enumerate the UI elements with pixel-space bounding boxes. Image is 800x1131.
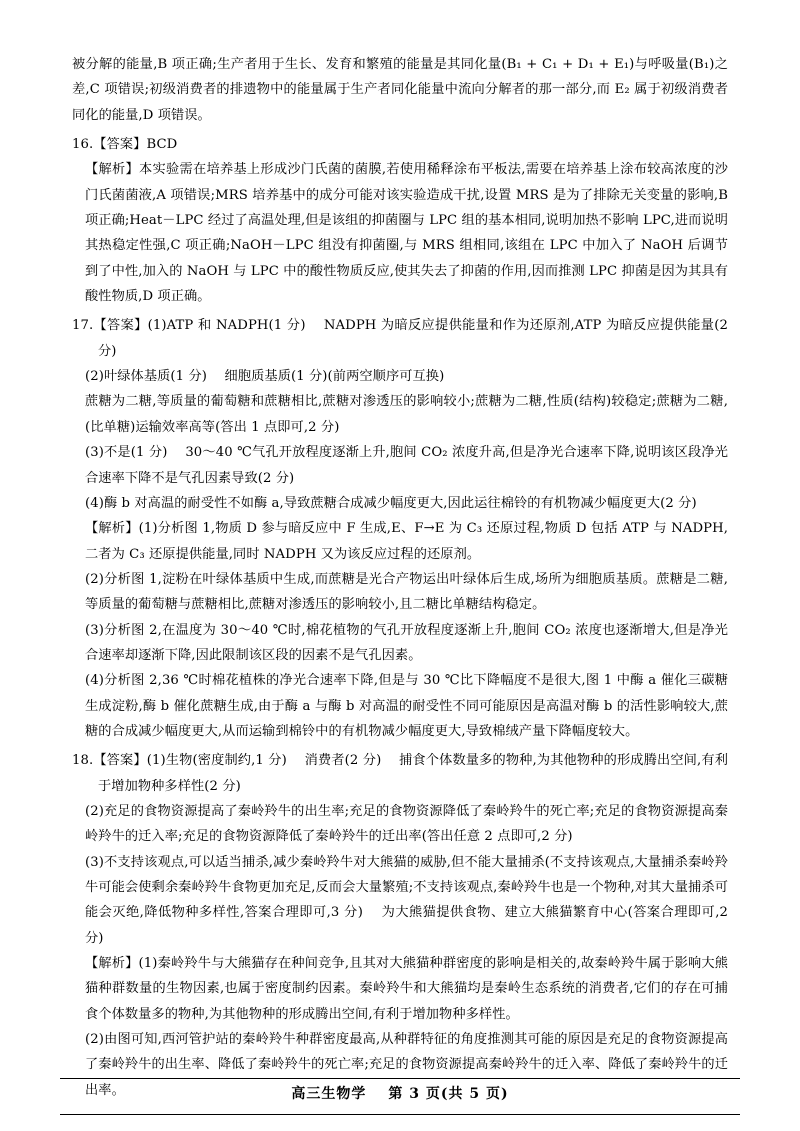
footer-page-number: 第 3 页(共 5 页) [388,1086,509,1102]
answer-label-18: 【答案】 [93,753,147,769]
answer-17-p5: (4)酶 b 对高温的耐受性不如酶 a,导致蔗糖合成减少幅度更大,因此运往棉铃的有机物减少幅度更大(2 分) [85,495,697,511]
analysis-17-p3: (3)分析图 2,在温度为 30～40 ℃时,棉花植物的气孔开放程度逐渐上升,胞间 CO₂ 浓度也逐渐增大,但是净光合速率却逐渐下降,因此限制该区段的因素不是气孔因素。 [85,622,728,663]
analysis-18-p1: 【解析】(1)秦岭羚牛与大熊猫存在种间竞争,且其对大熊猫种群密度的影响是相关的,故秦岭羚牛属于影响大熊猫种群数量的生物因素,也属于密度制约因素。秦岭羚牛和大熊猫均是秦岭生态系统的消费者,它们的存在可捕食个体数量多的物种,为其他物种的形成腾出空间,有利于增加物种多样性。 [85,956,728,1022]
answer-17-head [72,313,728,364]
footer-rule-bottom [60,1114,740,1115]
item-number-16: 16. [72,137,94,153]
answer-18-p2: (2)充足的食物资源提高了秦岭羚牛的出生率;充足的食物资源降低了秦岭羚牛的死亡率;充足的食物资源提高秦岭羚牛的迁入率;充足的食物资源降低了秦岭羚牛的迁出率(答出任意 2 点即可,2 分) [85,803,728,845]
answer-item-16 [72,132,728,309]
item-number-18: 18. [72,753,94,769]
footer-subject: 高三生物学 [291,1086,367,1102]
analysis-16: 【解析】本实验需在培养基上形成沙门氏菌的菌膜,若使用稀释涂布平板法,需要在培养基上涂布较高浓度的沙门氏菌菌液,A 项错误;MRS 培养基中的成分可能对该实验造成干扰,设置 MRS 是为了排除无关变量的影响,B 项正确;Heat－LPC 经过了高温处理,但是该组的抑菌圈与 LPC 组的基本相同,说明加热不影响 LPC,进而说明其热稳定性强,C 项正确;NaOH－LPC 组没有抑菌圈,与 MRS 组相同,该组在 LPC 中加入了 NaOH 后调节到了中性,加入的 NaOH 与 LPC 中的酸性物质反应,使其失去了抑菌的作用,因而推测 LPC 抑菌是因为其具有酸性物质,D 项正确。 [85,162,729,305]
answer-17-p4: (3)不是(1 分) 30～40 ℃气孔开放程度逐渐上升,胞间 CO₂ 浓度升高,但是净光合速率下降,说明该区段净光合速率下降不是气孔因素导致(2 分) [85,445,728,486]
answer-item-17 [72,313,728,744]
answer-label-17: 【答案】 [93,318,148,334]
answer-label-16: 【答案】 [93,137,147,153]
answer-18-head [72,748,728,799]
answer-text-17: (1)ATP 和 NADPH(1 分) NADPH 为暗反应提供能量和作为还原剂,ATP 为暗反应提供能量(2 分) [98,318,728,359]
answer-item-18 [72,748,728,1103]
continuation-paragraph: 被分解的能量,B 项正确;生产者用于生长、发育和繁殖的能量是其同化量(B₁ + C₁ + D₁ + E₁)与呼吸量(B₁)之差,C 项错误;初级消费者的排遗物中的能量属于生产者同化能量中流向分解者的那一部分,而 E₂ 属于初级消费者同化的能量,D 项错误。 [72,57,728,123]
answer-17-p2: (2)叶绿体基质(1 分) 细胞质基质(1 分)(前两空顺序可互换) [85,369,445,385]
item-number-17: 17. [72,318,94,334]
answer-18-p3: (3)不支持该观点,可以适当捕杀,减少秦岭羚牛对大熊猫的威胁,但不能大量捕杀(不支持该观点,大量捕杀秦岭羚牛可能会使剩余秦岭羚牛食物更加充足,反而会大量繁殖;不支持该观点,秦岭羚牛也是一个物种,对其大量捕杀可能会灭绝,降低物种多样性,答案合理即可,3 分) 为大熊猫提供食物、建立大熊猫繁育中心(答案合理即可,2 分) [85,854,728,946]
answer-text-18: (1)生物(密度制约,1 分) 消费者(2 分) 捕食个体数量多的物种,为其他物种的形成腾出空间,有利于增加物种多样性(2 分) [98,753,729,794]
footer-rule-top [60,1078,740,1079]
answer-17-p3: 蔗糖为二糖,等质量的葡萄糖和蔗糖相比,蔗糖对渗透压的影响较小;蔗糖为二糖,性质(结构)较稳定;蔗糖为二糖,(比单糖)运输效率高等(答出 1 点即可,2 分) [85,394,728,435]
answer-16-head [72,132,728,157]
analysis-17-p4: (4)分析图 2,36 ℃时棉花植株的净光合速率下降,但是与 30 ℃比下降幅度不是很大,图 1 中酶 a 催化三碳糖生成淀粉,酶 b 催化蔗糖生成,由于酶 a 与酶 b 对高温的耐受性不同可能原因是高温对酶 b 的活性影响较大,蔗糖的合成减少幅度更大,从而运输到棉铃中的有机物减少幅度更大,导致棉绒产量下降幅度较大。 [85,673,728,739]
analysis-18-p2: (2)由图可知,西河管护站的秦岭羚牛种群密度最高,从种群特征的角度推测其可能的原因是充足的食物资源提高了秦岭羚牛的出生率、降低了秦岭羚牛的死亡率;充足的食物资源提高秦岭羚牛的迁入率、降低了秦岭羚牛的迁出率。 [85,1032,728,1098]
answer-text-16: BCD [146,137,178,153]
analysis-17-p1: 【解析】(1)分析图 1,物质 D 参与暗反应中 F 生成,E、F→E 为 C₃ 还原过程,物质 D 包括 ATP 与 NADPH,二者为 C₃ 还原提供能量,同时 NADPH 又为该反应过程的还原剂。 [85,521,728,562]
page-footer [0,1083,800,1103]
analysis-17-p2: (2)分析图 1,淀粉在叶绿体基质中生成,而蔗糖是光合产物运出叶绿体后生成,场所为细胞质基质。蔗糖是二糖,等质量的葡萄糖与蔗糖相比,蔗糖对渗透压的影响较小,且二糖比单糖结构稳定。 [85,571,728,613]
